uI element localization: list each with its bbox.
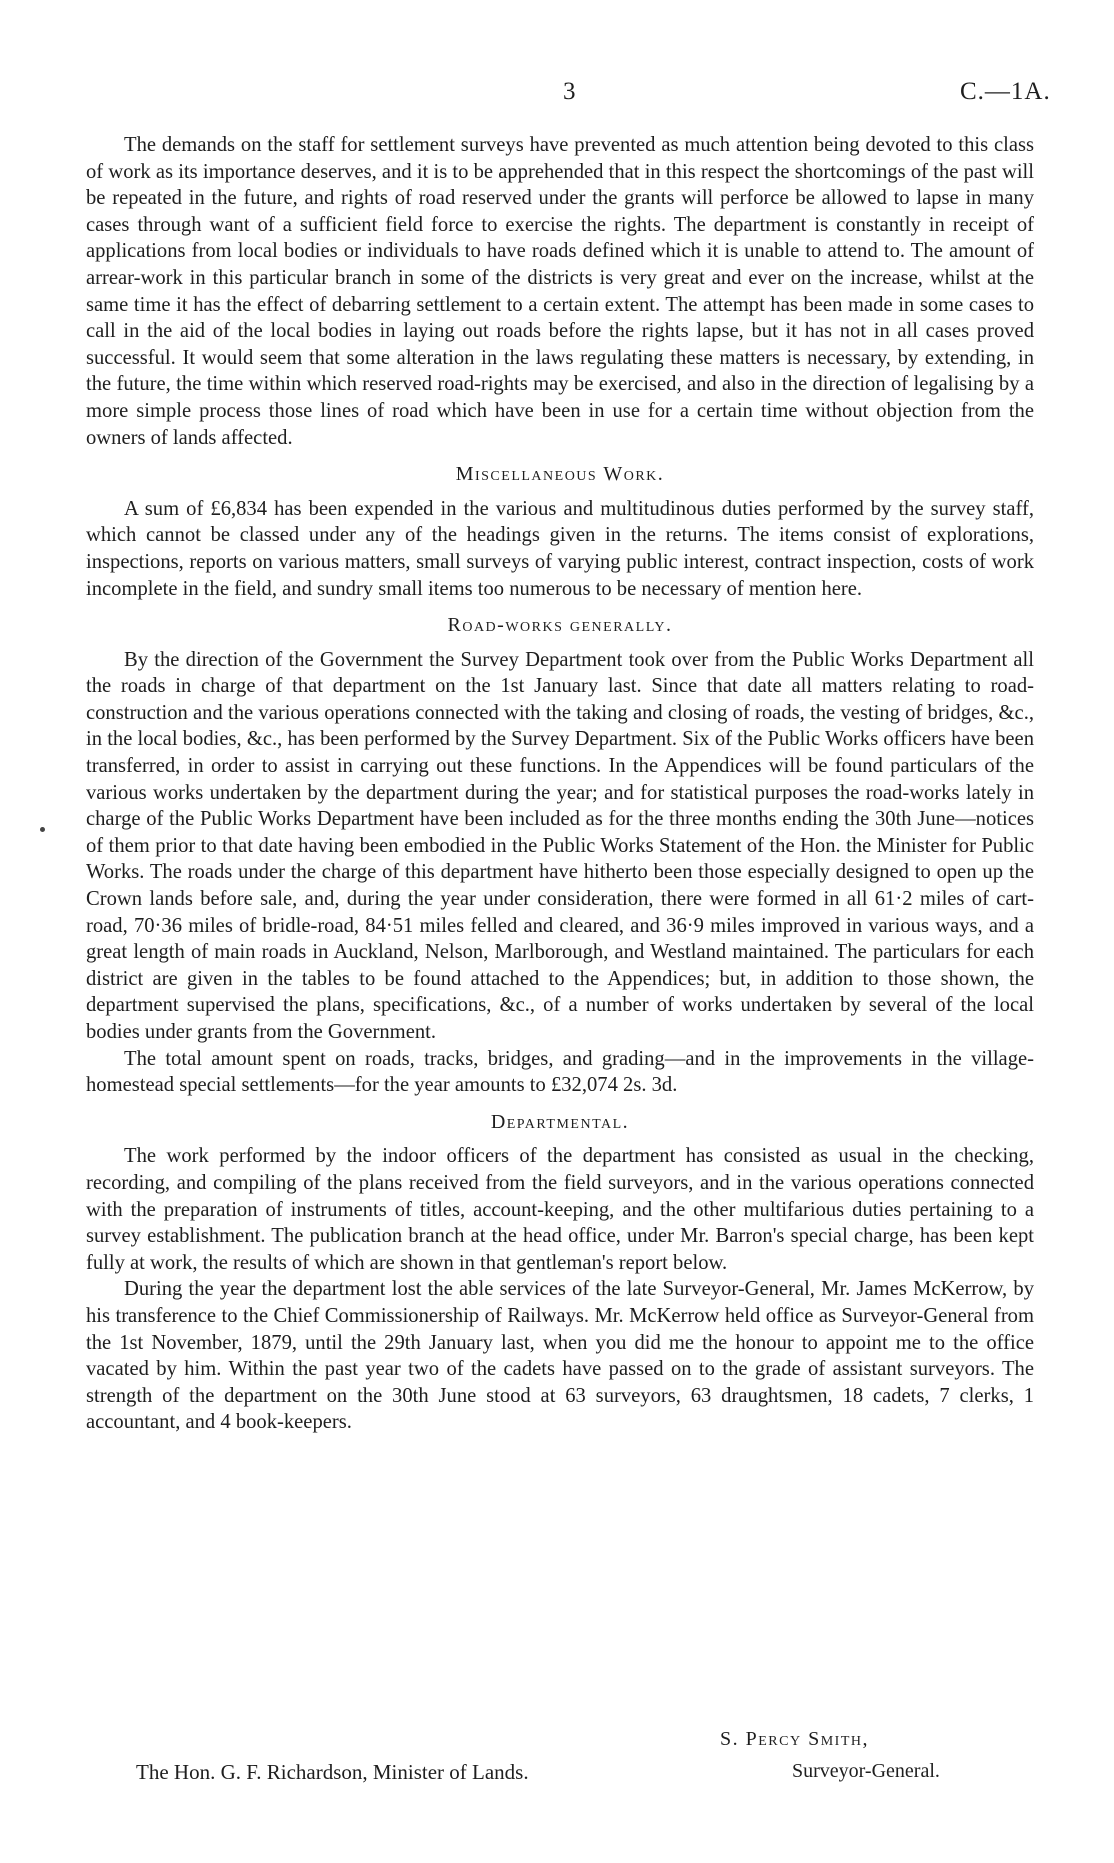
paragraph: A sum of £6,834 has been expended in the various and multitudinous duties performed by the survey staff, which cannot be classed under any of the headings given in the returns. The items consist of explorations, inspections, reports on various matters, small surveys of varying public interest, contract inspection, costs of work incomplete in the field, and sundry small items too numerous to be necessary of mention here. [86, 497, 1034, 600]
body-text [86, 132, 1034, 1436]
section-departmental [86, 1109, 1034, 1436]
paragraph: The demands on the staff for settlement surveys have prevented as much attention being devoted to this class of work as its importance deserves, and it is to be apprehended that in this respect the shortcomings of the past will be repeated in the future, and rights of road reserved under the grants will perforce be allowed to lapse in many cases through want of a sufficient field force to exercise the rights. The department is constantly in receipt of applications from local bodies or individuals to have roads defined which it is unable to attend to. The amount of arrear-work in this particular branch in some of the districts is very great and ever on the increase, whilst at the same time it has the effect of debarring settlement to a certain extent. The attempt has been made in some cases to call in the aid of the local bodies in laying out roads before the rights lapse, but it has not in all cases proved successful. It would seem that some alteration in the laws regulating these matters is necessary, by extending, in the future, the time within which reserved road-rights may be exercised, and also in the direction of legalising by a more simple process those lines of road which have been in use for a certain time without objection from the owners of lands affected. [86, 134, 1034, 449]
paragraph: The work performed by the indoor officers of the department has consisted as usual in the checking, recording, and compiling of the plans received from the field surveyors, and in the various operations connected with the preparation of instruments of titles, account-keeping, and the other multifarious duties pertaining to a survey establishment. The publication branch at the head office, under Mr. Barron's special charge, has been kept fully at work, the results of which are shown in that gentleman's report below. [86, 1145, 1034, 1274]
document-code: C.—1A. [960, 78, 1051, 105]
section-heading: Departmental. [490, 1110, 630, 1133]
margin-dot [40, 827, 45, 832]
page-number: 3 [563, 78, 576, 105]
section-road-works [86, 612, 1034, 1099]
section-miscellaneous-work [86, 461, 1034, 602]
section-heading: Road-works generally. [447, 614, 673, 637]
signatory-name: S. Percy Smith, [720, 1728, 869, 1750]
paragraph: During the year the department lost the able services of the late Surveyor-General, Mr. James McKerrow, by his transference to the Chief Commissionership of Railways. Mr. McKerrow held office as Surveyor-General from the 1st November, 1879, until the 29th January last, when you did me the honour to appoint me to the office vacated by him. Within the past year two of the cadets have passed on to the grade of assistant surveyors. The strength of the department on the 30th June stood at 63 surveyors, 63 draughtsmen, 18 cadets, 7 clerks, 1 accountant, and 4 book-keepers. [86, 1278, 1034, 1434]
paragraph: The total amount spent on roads, tracks, bridges, and grading—and in the improvements in the village-homestead special settlements—for the year amounts to £32,074 2s. 3d. [86, 1047, 1034, 1097]
section-heading: Miscellaneous Work. [455, 463, 665, 486]
paragraph: By the direction of the Government the Survey Department took over from the Public Works Department all the roads in charge of that department on the 1st January last. Since that date all matters relating to road-construction and the various operations connected with the taking and closing of roads, the vesting of bridges, &c., in the local bodies, &c., has been performed by the Survey Department. Six of the Public Works officers have been transferred, in order to assist in carrying out these functions. In the Appendices will be found particulars of the various works undertaken by the department during the year; and for statistical purposes the road-works lately in charge of the Public Works Department have been included as for the three months ending the 30th June—notices of them prior to that date having been embodied in the Public Works Statement of the Hon. the Minister for Public Works. The roads under the charge of this department have hitherto been those especially designed to open up the Crown lands before sale, and, during the year under consideration, there were formed in all 61·2 miles of cart-road, 70·36 miles of bridle-road, 84·51 miles felled and cleared, and 36·9 miles improved in various ways, and a great length of main roads in Auckland, Nelson, Marlborough, and Westland maintained. The particulars for each district are given in the tables to be found attached to the Appendices; but, in addition to those shown, the department supervised the plans, specifications, &c., of a number of works undertaken by several of the local bodies under grants from the Government. [86, 648, 1034, 1043]
addressee: The Hon. G. F. Richardson, Minister of Lands. [136, 1760, 529, 1784]
page-header [0, 78, 1114, 110]
signatory-title: Surveyor-General. [792, 1760, 940, 1782]
section-settlement-roads [86, 132, 1034, 451]
